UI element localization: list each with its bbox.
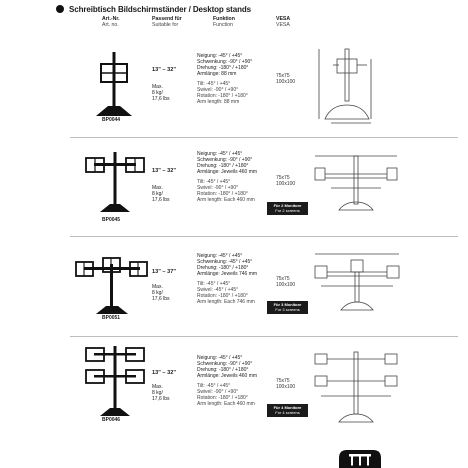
- catalog-title-bar: [56, 2, 251, 16]
- column-header-de: Funktion: [213, 16, 235, 22]
- single-stand-technical-drawing: [311, 45, 391, 127]
- column-header-en: Art. no.: [102, 22, 119, 28]
- screen-size: 13" – 32": [152, 67, 176, 73]
- column-header-de: VESA: [276, 16, 291, 22]
- function-spec-en: Tilt: -45° / +45° Swivel: -45° / +45° Rotation: -180° / +180° Arm length: Each 746 mm: [197, 281, 255, 305]
- vesa-spec: 75x75 100x100: [276, 73, 296, 85]
- badge-label-de: Für 2 Monitore: [273, 203, 302, 208]
- function-spec: [197, 53, 252, 105]
- article-number: BP0051: [102, 315, 121, 321]
- column-header-en: VESA: [276, 22, 290, 28]
- badge-label-de: Für 4 Monitore: [273, 405, 302, 410]
- max-weight: Max. 8 kg/ 17,6 lbs: [152, 284, 170, 302]
- bullet-icon: [56, 5, 64, 13]
- vesa-spec: 75x75 100x100: [276, 378, 296, 390]
- dual-monitor-stand-image: [82, 148, 148, 214]
- max-weight: Max. 8 kg/ 17,6 lbs: [152, 384, 170, 402]
- badge-label-de: Für 3 Monitore: [273, 302, 302, 307]
- row-separator: [70, 336, 458, 337]
- vesa-spec: 75x75 100x100: [276, 175, 296, 187]
- column-header-art-no: [102, 16, 120, 28]
- column-header-en: Function: [213, 22, 233, 28]
- monitor-count-badge: [267, 404, 308, 417]
- column-header-suitable: [152, 16, 182, 28]
- column-header-vesa: [276, 16, 290, 28]
- function-spec-en: Tilt: -45° / +45° Swivel: -90° / +90° Rotation: -180° / +180° Arm length: Each 460 mm: [197, 383, 255, 407]
- function-spec-de: Neigung: -45° / +45° Schwenkung: -90° / +90° Drehung: -180° / +180° Armlänge: 88 mm: [197, 53, 253, 77]
- column-header-de: Passend für: [152, 16, 182, 22]
- function-spec: [197, 355, 257, 407]
- triple-stand-technical-drawing: [311, 248, 403, 314]
- monitor-count-badge: [267, 202, 308, 215]
- monitor-count-badge: [267, 301, 308, 314]
- screen-size: 13" – 37": [152, 269, 176, 275]
- column-header-de: Art.-Nr.: [102, 16, 120, 22]
- function-spec-de: Neigung: -45° / +45° Schwenkung: -90° / +90° Drehung: -180° / +180° Armlänge: Jeweils 460 mm: [197, 151, 258, 175]
- badge-label-en: For 3 screens: [275, 307, 300, 312]
- screen-size: 13" – 32": [152, 168, 176, 174]
- article-number: BP0045: [102, 217, 121, 223]
- triple-monitor-stand-image: [74, 250, 150, 316]
- article-number: BP0044: [102, 117, 121, 123]
- max-weight: Max. 8 kg/ 17,6 lbs: [152, 185, 170, 203]
- function-spec-de: Neigung: -45° / +45° Schwenkung: -45° / +45° Drehung: -180° / +180° Armlänge: Jeweils 746 mm: [197, 253, 258, 277]
- dual-stand-technical-drawing: [311, 148, 401, 214]
- column-header-en: Suitable for: [152, 22, 179, 28]
- function-spec-de: Neigung: -45° / +45° Schwenkung: -90° / +90° Drehung: -180° / +180° Armlänge: Jeweils 460 mm: [197, 355, 258, 379]
- function-spec-en: Tilt: -45° / +45° Swivel: -90° / +90° Rotation: -180° / +180° Arm length: 88 mm: [197, 81, 248, 105]
- article-number: BP0046: [102, 417, 121, 423]
- row-separator: [70, 137, 458, 138]
- max-weight: Max. 8 kg/ 17,6 lbs: [152, 84, 170, 102]
- row-separator: [70, 236, 458, 237]
- function-spec: [197, 151, 257, 203]
- function-spec: [197, 253, 257, 305]
- page-title: Schreibtisch Bildschirmständer / Desktop stands: [69, 4, 252, 14]
- function-spec-en: Tilt: -45° / +45° Swivel: -90° / +90° Rotation: -180° / +180° Arm length: Each 460 mm: [197, 179, 255, 203]
- badge-label-en: For 2 screens: [275, 208, 300, 213]
- column-header-function: [213, 16, 235, 28]
- desk-icon: [339, 442, 381, 468]
- vesa-spec: 75x75 100x100: [276, 276, 296, 288]
- badge-label-en: For 4 screens: [275, 410, 300, 415]
- screen-size: 13" – 32": [152, 370, 176, 376]
- quad-monitor-stand-image: [82, 344, 148, 418]
- quad-stand-technical-drawing: [311, 350, 401, 426]
- single-monitor-stand-image: [88, 50, 140, 118]
